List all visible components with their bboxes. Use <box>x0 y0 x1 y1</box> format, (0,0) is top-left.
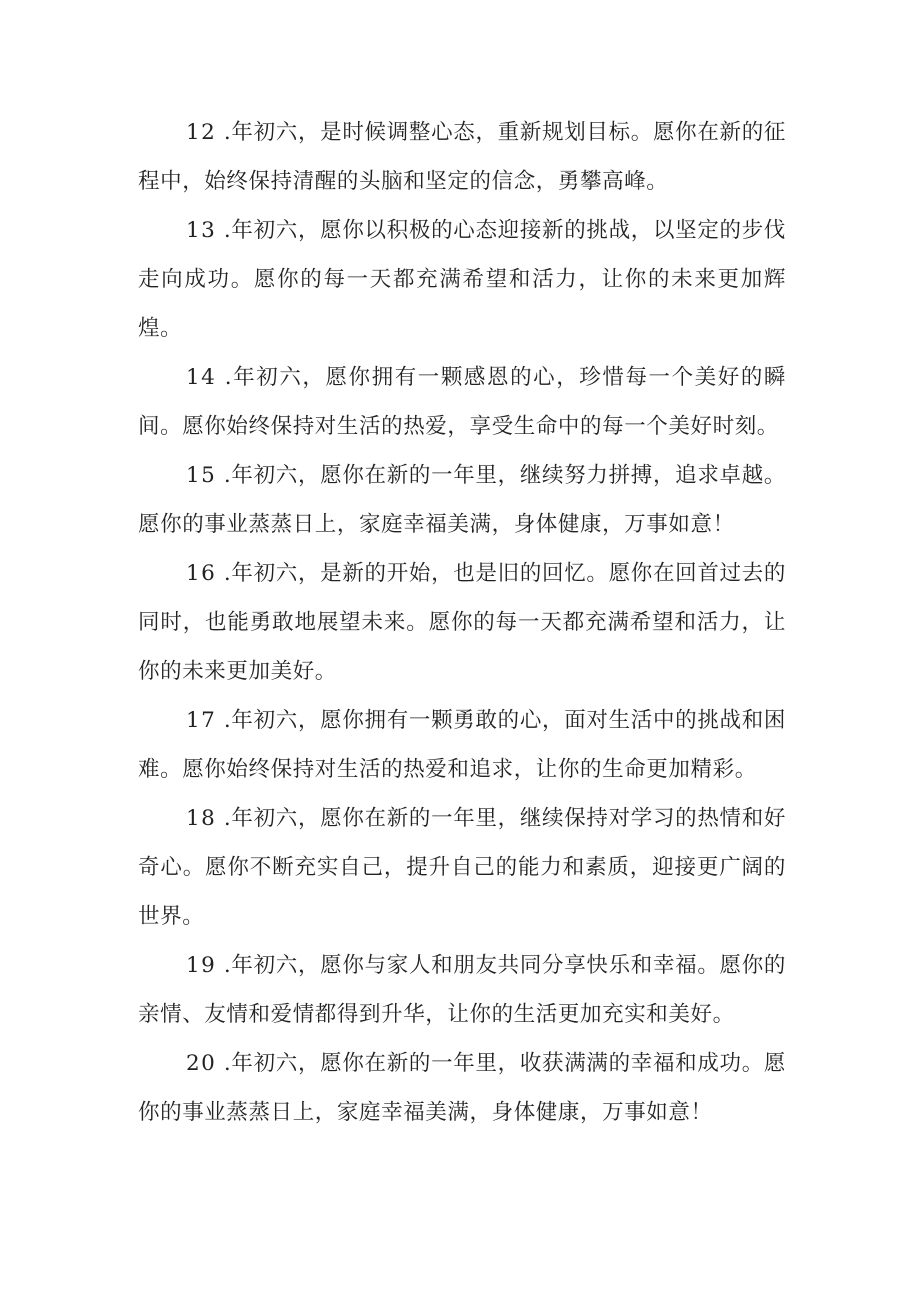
paragraph-text: .年初六，愿你在新的一年里，收获满满的幸福和成功。愿你的事业蒸蒸日上，家庭幸福美满，身体健康，万事如意！ <box>138 1051 787 1125</box>
paragraph-17 <box>138 696 786 794</box>
paragraph-number: 18 <box>186 806 217 831</box>
paragraph-16 <box>138 549 786 696</box>
document-body <box>138 108 786 1137</box>
paragraph-text: .年初六，愿你以积极的心态迎接新的挑战，以坚定的步伐走向成功。愿你的每一天都充满希望和活力，让你的未来更加辉煌。 <box>138 218 787 341</box>
paragraph-text: .年初六，愿你与家人和朋友共同分享快乐和幸福。愿你的亲情、友情和爱情都得到升华，让你的生活更加充实和美好。 <box>138 953 787 1027</box>
paragraph-13 <box>138 206 786 353</box>
paragraph-19 <box>138 941 786 1039</box>
paragraph-number: 13 <box>186 218 217 243</box>
paragraph-18 <box>138 794 786 941</box>
paragraph-number: 20 <box>186 1051 217 1076</box>
paragraph-text: .年初六，是时候调整心态，重新规划目标。愿你在新的征程中，始终保持清醒的头脑和坚定的信念，勇攀高峰。 <box>138 120 787 194</box>
paragraph-number: 15 <box>186 463 217 488</box>
paragraph-15 <box>138 451 786 549</box>
paragraph-number: 19 <box>186 953 217 978</box>
paragraph-number: 16 <box>186 561 217 586</box>
paragraph-20 <box>138 1039 786 1137</box>
paragraph-text: .年初六，愿你在新的一年里，继续努力拼搏，追求卓越。愿你的事业蒸蒸日上，家庭幸福美满，身体健康，万事如意！ <box>138 463 787 537</box>
paragraph-number: 14 <box>186 365 217 390</box>
paragraph-number: 12 <box>186 120 217 145</box>
paragraph-number: 17 <box>186 708 217 733</box>
paragraph-text: .年初六，愿你在新的一年里，继续保持对学习的热情和好奇心。愿你不断充实自己，提升自己的能力和素质，迎接更广阔的世界。 <box>138 806 787 929</box>
paragraph-14 <box>138 353 786 451</box>
paragraph-text: .年初六，愿你拥有一颗感恩的心，珍惜每一个美好的瞬间。愿你始终保持对生活的热爱，享受生命中的每一个美好时刻。 <box>138 365 787 439</box>
paragraph-text: .年初六，愿你拥有一颗勇敢的心，面对生活中的挑战和困难。愿你始终保持对生活的热爱和追求，让你的生命更加精彩。 <box>138 708 787 782</box>
paragraph-text: .年初六，是新的开始，也是旧的回忆。愿你在回首过去的同时，也能勇敢地展望未来。愿你的每一天都充满希望和活力，让你的未来更加美好。 <box>138 561 787 684</box>
paragraph-12 <box>138 108 786 206</box>
